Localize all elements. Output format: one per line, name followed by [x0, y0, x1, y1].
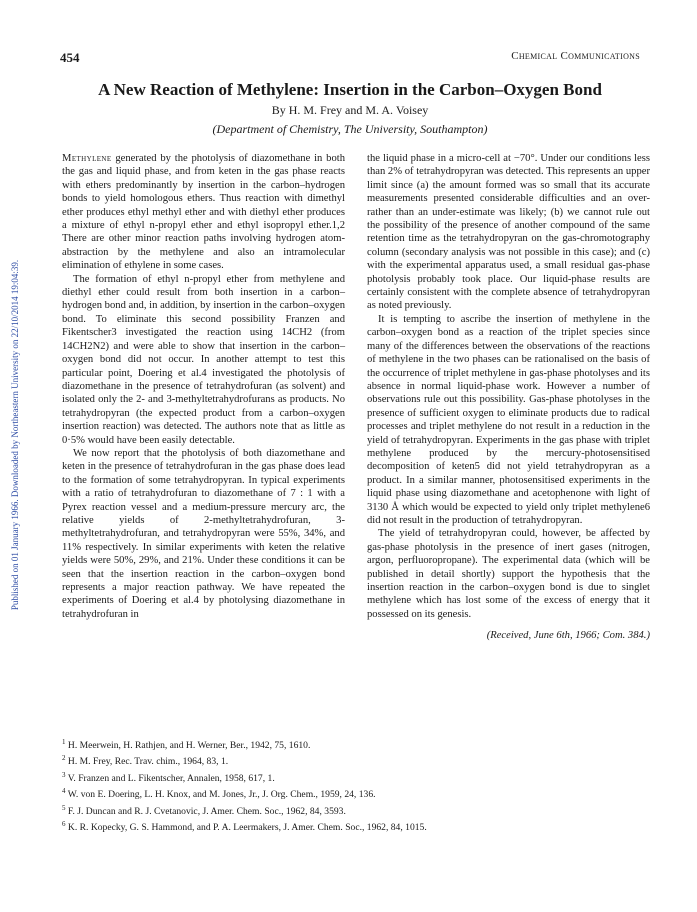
- paragraph-lead-word: Methylene: [62, 153, 112, 164]
- download-notice-text[interactable]: Published on 01 January 1966. Downloaded by Northeastern University on 22/10/2014 19:04:39.: [10, 259, 20, 611]
- reference-item: [62, 769, 652, 785]
- paragraph-5: It is tempting to ascribe the insertion of methylene in the carbon–oxygen bond as a reaction of the triplet species since many of the differences between the observations of the reactions of methylene in the two phases can be rationalised on the basis of the occurrence of triplet methylene in gas-phase photolyses and its absence in normal liquid-phase work. However a number of observations rule out this possibility. Gas-phase photolyses in the presence of sufficient oxygen to eliminate products due to radical processes and triplet methylene do not result in a reduction in the yield of tetrahydropyran. Experiments in the gas phase with triplet methylene produced by the mercury-photosensitised decomposition of keten5 did not yield tetrahydropyran as a product. In a similar manner, photosensitised experiments in the liquid phase using diazomethane and acetophenone with light of 3130 Å which would be expected to yield only triplet methylene6 did not result in the production of tetrahydropyran.: [367, 313, 650, 526]
- article-title: A New Reaction of Methylene: Insertion in the Carbon–Oxygen Bond: [98, 80, 602, 99]
- reference-number: 6: [62, 819, 66, 828]
- journal-name: Chemical Communications: [511, 50, 640, 62]
- left-column: [62, 152, 345, 621]
- reference-number: 2: [62, 754, 66, 763]
- download-notice-sidebar: [8, 155, 22, 715]
- reference-number: 3: [62, 770, 66, 779]
- reference-text: V. Franzen and L. Fikentscher, Annalen, 1958, 617, 1.: [65, 772, 275, 784]
- reference-text: H. M. Frey, Rec. Trav. chim., 1964, 83, 1.: [65, 756, 229, 768]
- paragraph-2: The formation of ethyl n-propyl ether from methylene and diethyl ether could result from both insertion in a carbon–hydrogen bond and, in addition, by insertion in the carbon–oxygen bond. To eliminate this second possibility Franzen and Fikentscher3 investigated the reaction using 14CH2 (from 14CH2N2) and were able to show that insertion in the carbon–oxygen bond did not occur. In another attempt to test this particular point, Doering et al.4 investigated the photolysis of diazomethane in the presence of tetrahydrofuran (as solvent) and isolated only the 2- and 3-methyltetrahydrofurans as products. No tetrahydropyran (the expected product from a carbon–oxygen insertion reaction) was detected. The authors note that as little as 0·5% would have been easily detectable.: [62, 273, 345, 446]
- paragraph-4: the liquid phase in a micro-cell at −70°. Under our conditions less than 2% of tetrahydropyran was detected. This represents an upper limit since (a) the amount formed was so small that its accurate measurements presented considerable difficulties and an over- rather than an under-estimate was likely; (b) we cannot rule out the possibility of the presence of another compound of the same retention time as the tetrahydropyran on the gas-chromotography column (secondary analysis was not possible in this case); and (c) with the experimental apparatus used, a small residual gas-phase photolysis probably took place. Our liquid-phase results are certainly consistent with the complete absence of tetrahydropyran as noted previously.: [367, 153, 650, 312]
- page-number: 454: [60, 50, 80, 65]
- reference-item: [62, 736, 652, 752]
- reference-item: [62, 785, 652, 801]
- reference-text: H. Meerwein, H. Rathjen, and H. Werner, Ber., 1942, 75, 1610.: [65, 740, 311, 752]
- reference-item: [62, 818, 652, 834]
- reference-item: [62, 752, 652, 768]
- reference-text: F. J. Duncan and R. J. Cvetanovic, J. Amer. Chem. Soc., 1962, 84, 3593.: [65, 805, 346, 817]
- paragraph-6: The yield of tetrahydropyran could, however, be affected by gas-phase photolysis in the presence of inert gases (nitrogen, argon, perfluoropropane). The experimental data (which will be published in detail shortly) support the hypothesis that the insertion reaction in the carbon–oxygen bond is due to singlet methylene which has lost some of the excess of energy that it possessed on its genesis.: [367, 528, 650, 620]
- paragraph-3: We now report that the photolysis of both diazomethane and keten in the presence of tetrahydrofuran in the gas phase does lead to the formation of some tetrahydropyran. In typical experiments with a ratio of tetrahydrofuran to diazomethane of 7 : 1 with a Pyrex reaction vessel and a medium-pressure mercury arc, the relative yields of 2-methyltetrahydrofuran, 3-methyltetrahydrofuran, and tetrahydropyran were 55%, 34%, and 11% respectively. In similar experiments with keten the relative yields were 50%, 29%, and 21%. Under these conditions it can be seen that the insertion reaction in the carbon–oxygen bond represents a major reaction pathway. We have repeated the experiments of Doering et al.4 by photolysing diazomethane in tetrahydrofuran in: [62, 447, 345, 620]
- paragraph-1-text: generated by the photolysis of diazomethane in both the gas and liquid phase, and from keten in the gas phase reacts with ethers predominantly by insertion in the carbon–hydrogen bonds to yield homologous ethers. Thus reaction with dimethyl ether produces ethyl methyl ether and with diethyl ether produces a mixture of ethyl n-propyl ether and ethyl isopropyl ether.1,2 There are other minor reaction paths involving hydrogen atom-abstraction by the methylene and also an intramolecular elimination of ethylene in some cases.: [62, 153, 345, 272]
- right-column: [367, 152, 650, 643]
- paragraph-1: [62, 152, 345, 273]
- reference-number: 1: [62, 738, 66, 746]
- references-list: [62, 736, 652, 834]
- received-date: (Received, June 6th, 1966; Com. 384.): [486, 630, 650, 642]
- reference-item: [62, 802, 652, 818]
- reference-number: 5: [62, 803, 66, 812]
- author-affiliation: (Department of Chemistry, The University, Southampton): [212, 122, 488, 136]
- article-authors: By H. M. Frey and M. A. Voisey: [271, 103, 429, 117]
- reference-text: W. von E. Doering, L. H. Knox, and M. Jones, Jr., J. Org. Chem., 1959, 24, 136.: [65, 789, 376, 801]
- reference-number: 4: [62, 787, 66, 796]
- page-header: [60, 50, 640, 66]
- reference-text: K. R. Kopecky, G. S. Hammond, and P. A. Leermakers, J. Amer. Chem. Soc., 1962, 84, 1015.: [65, 822, 427, 834]
